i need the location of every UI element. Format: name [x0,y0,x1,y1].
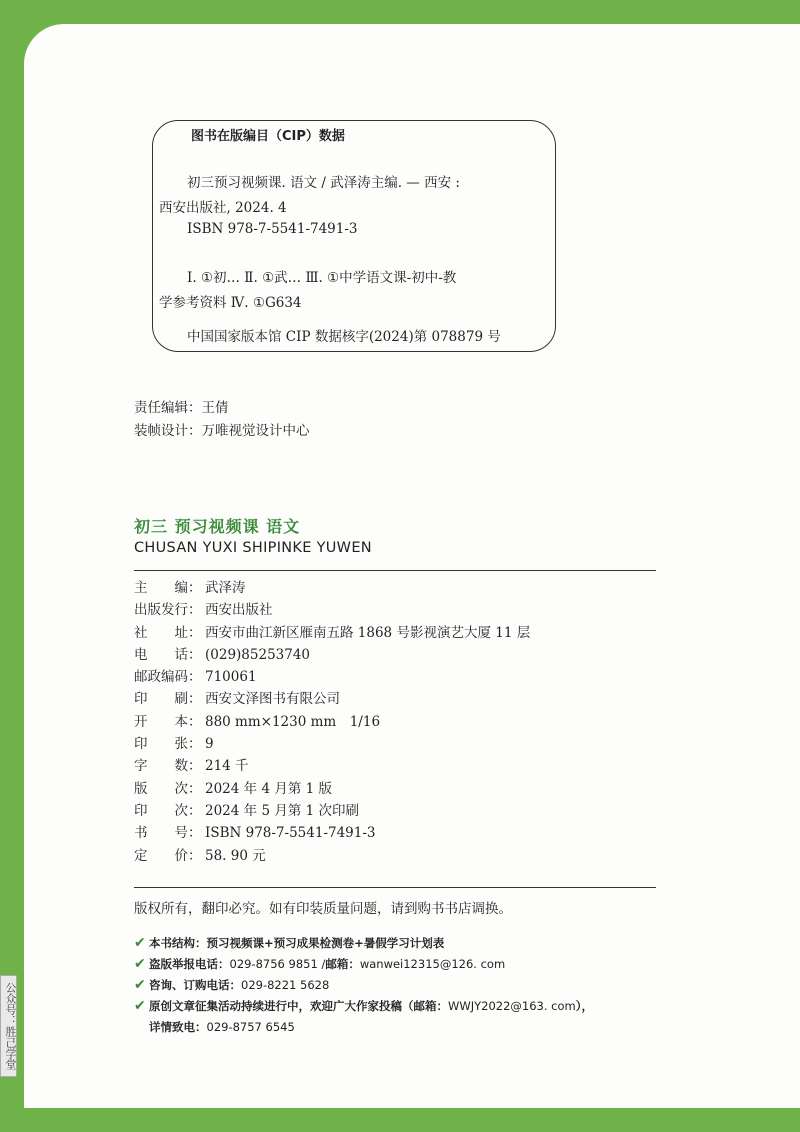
publication-info [134,577,530,867]
info-label: 印 刷： [134,691,202,708]
info-label: 印 次： [134,802,202,819]
info-value: 58. 90 元 [205,847,266,864]
info-row-postcode [134,666,530,688]
top-divider [134,570,656,571]
info-label: 字 数： [134,758,202,775]
info-row-printing [134,800,530,822]
note-contact [134,1017,593,1038]
copyright-notice: 版权所有，翻印必究。如有印装质量问题，请到购书书店调换。 [134,901,512,917]
cip-line-1: 初三预习视频课. 语文 / 武泽涛主编. — 西安 : [187,175,460,191]
info-label: 定 价： [134,847,202,864]
info-row-format [134,711,530,733]
check-icon: ✔ [134,998,146,1014]
info-row-word-count [134,755,530,777]
info-value: 2024 年 4 月第 1 版 [205,780,332,797]
info-value: 西安文泽图书有限公司 [205,691,340,708]
note-inquiry [134,975,593,996]
info-value: 9 [205,736,214,753]
info-value: 880 mm×1230 mm 1/16 [205,713,381,730]
book-title: 初三 预习视频课 语文 [134,517,301,536]
info-label: 版 次： [134,780,202,797]
info-value: (029)85253740 [205,646,311,663]
cip-data-box [152,120,556,352]
note-submission [134,996,593,1017]
info-row-sheets [134,733,530,755]
note-key: 咨询、订购电话： [149,978,241,992]
note-structure [134,933,593,954]
info-label: 社 址： [134,624,202,641]
book-title-pinyin: CHUSAN YUXI SHIPINKE YUWEN [134,540,372,556]
responsible-editor: 责任编辑：王倩 [134,400,229,416]
note-key: ）， [575,999,593,1013]
info-value: 710061 [205,669,257,686]
note-value: wanwei12315@126. com [359,957,506,971]
notes-list [134,933,593,1038]
page-sheet [24,24,800,1108]
info-value: ISBN 978-7-5541-7491-3 [205,825,376,842]
info-label: 出版发行： [134,602,202,619]
side-watermark-tab: 公众号：胜己学堂 [0,975,17,1077]
info-label: 书 号： [134,825,202,842]
note-value: 029-8756 9851 / [229,957,326,971]
info-row-printer [134,688,530,710]
info-value: 2024 年 5 月第 1 次印刷 [205,802,359,819]
info-value: 西安市曲江新区雁南五路 1868 号影视演艺大厦 11 层 [205,624,531,641]
info-value: 武泽涛 [205,580,246,596]
note-value: 029-8221 5628 [241,978,330,992]
cip-isbn: ISBN 978-7-5541-7491-3 [187,221,358,237]
cip-classification-2: 学参考资料 Ⅳ. ①G634 [159,295,302,311]
info-value: 214 千 [205,758,249,775]
note-value: 029-8757 6545 [206,1020,295,1034]
cover-designer: 装帧设计：万唯视觉设计中心 [134,423,310,439]
info-label: 邮政编码： [134,669,202,686]
info-row-edition [134,778,530,800]
note-value: WWJY2022@163. com [448,999,576,1013]
check-icon: ✔ [134,935,146,951]
note-key: 详情致电： [149,1020,207,1034]
note-key: 邮箱： [325,957,360,971]
info-row-editor [134,577,530,599]
info-label: 开 本： [134,713,202,730]
info-label: 主 编： [134,580,202,596]
cip-classification-1: Ⅰ. ①初… Ⅱ. ①武… Ⅲ. ①中学语文课-初中-教 [187,270,457,286]
note-key: 原创文章征集活动持续进行中，欢迎广大作家投稿（邮箱： [149,999,448,1013]
note-piracy-report [134,954,593,975]
note-value: 预习视频课+预习成果检测卷+暑假学习计划表 [206,936,445,950]
cip-title: 图书在版编目（CIP）数据 [191,129,345,144]
info-row-isbn [134,822,530,844]
info-value: 西安出版社 [205,602,273,619]
info-row-publisher [134,599,530,621]
cip-line-2: 西安出版社, 2024. 4 [159,200,287,216]
cip-record-number: 中国国家版本馆 CIP 数据核字(2024)第 078879 号 [187,329,501,345]
note-key: 本书结构： [149,936,207,950]
bottom-divider [134,887,656,888]
info-label: 印 张： [134,736,202,753]
check-icon: ✔ [134,956,146,972]
info-row-price [134,845,530,867]
check-icon: ✔ [134,977,146,993]
info-label: 电 话： [134,646,202,663]
note-key: 盗版举报电话： [149,957,230,971]
info-row-address [134,622,530,644]
info-row-phone [134,644,530,666]
